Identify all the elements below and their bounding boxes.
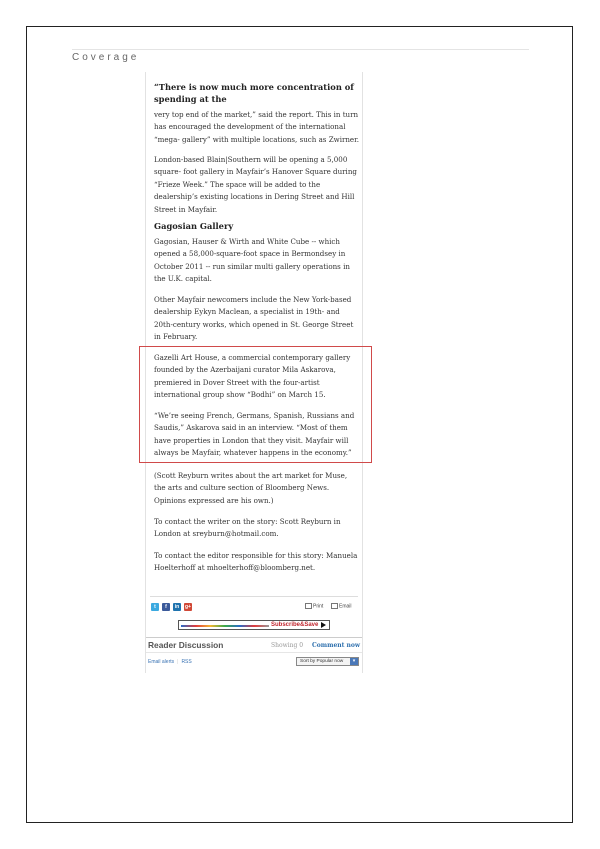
paragraph-3 <box>154 236 359 286</box>
paragraph-8-text: To contact the writer on the story: Scott Reyburn in London at sreyburn@hotmail.com. <box>154 517 341 539</box>
chevron-down-icon: ▾ <box>350 658 358 665</box>
email-label: Email <box>339 603 352 610</box>
sort-select[interactable] <box>296 657 359 666</box>
paragraph-1 <box>154 109 359 146</box>
paragraph-9-text: To contact the editor responsible for this story: Manuela Hoelterhoff at mhoelterhoff@bloomberg.net. <box>154 551 358 573</box>
paragraph-1-text: very top end of the market,” said the report. This in turn has encouraged the development of the international “mega- gallery” with multiple locations, such as Zwirner. <box>154 110 359 144</box>
google-plus-icon[interactable]: g+ <box>185 604 191 610</box>
comment-count: Showing 0 <box>271 642 304 649</box>
print-label: Print <box>313 603 324 610</box>
facebook-icon[interactable]: f <box>162 603 170 611</box>
subheading: Gagosian Gallery <box>154 221 234 231</box>
paragraph-7 <box>154 470 359 507</box>
printer-icon <box>305 603 312 609</box>
paragraph-8 <box>154 516 359 541</box>
discussion-title: Reader Discussion <box>148 640 224 650</box>
subscribe-banner[interactable] <box>178 620 330 630</box>
rss-link[interactable]: RSS <box>181 659 192 665</box>
paragraph-4 <box>154 294 359 344</box>
paragraph-6-text: “We’re seeing French, Germans, Spanish, Russians and Saudis,” Askarova said in an interview. “Most of them have properties in London that they visit. Mayfair will always be Mayfair, whatever happens in the economy.” <box>154 411 355 458</box>
section-label: Coverage <box>72 52 140 63</box>
paragraph-2 <box>154 154 359 216</box>
twitter-icon[interactable]: t <box>151 603 159 611</box>
link-separator: | <box>177 659 179 665</box>
subscribe-label: Subscribe&Save <box>271 622 319 628</box>
paragraph-2-text: London-based Blain|Southern will be opening a 5,000 square- foot gallery in Mayfair’s Hanover Square during “Frieze Week.” The space will be added to the dealership’s existing locations in Dering Street and Hill Street in Mayfair. <box>154 155 357 214</box>
comment-now-link[interactable]: Comment now <box>312 642 361 649</box>
email-alerts-link[interactable]: Email alerts <box>148 659 175 665</box>
discussion-divider <box>146 637 362 638</box>
linkedin-icon[interactable]: in <box>174 604 180 610</box>
share-divider <box>150 596 358 597</box>
discussion-subdivider <box>146 652 362 653</box>
sort-value: Sort by Popular now <box>300 659 344 664</box>
header-divider <box>72 49 529 50</box>
play-arrow-icon <box>321 622 326 628</box>
paragraph-3-text: Gagosian, Hauser & Wirth and White Cube -- which opened a 58,000-square-foot space in Bermondsey in October 2011 -- run similar multi gallery operations in the U.K. capital. <box>154 237 350 284</box>
paragraph-9 <box>154 550 359 575</box>
envelope-icon <box>331 603 338 609</box>
banner-color-stripe <box>181 625 269 627</box>
paragraph-5-text: Gazelli Art House, a commercial contemporary gallery founded by the Azerbaijani curator Mila Askarova, premiered in Dover Street with the four-artist international group show “Bodhi” on March 15. <box>154 353 351 400</box>
paragraph-7-text: (Scott Reyburn writes about the art market for Muse, the arts and culture section of Bloomberg News. Opinions expressed are his own.) <box>154 471 348 505</box>
discussion-links <box>148 659 192 665</box>
quote-heading: “There is now much more concentration of spending at the <box>154 82 354 104</box>
email-link[interactable] <box>331 603 352 609</box>
highlight-box <box>139 346 372 463</box>
print-link[interactable] <box>305 603 323 609</box>
paragraph-4-text: Other Mayfair newcomers include the New York-based dealership Eykyn Maclean, a specialist in 19th- and 20th-century works, which opened in St. George Street in February. <box>154 295 354 342</box>
